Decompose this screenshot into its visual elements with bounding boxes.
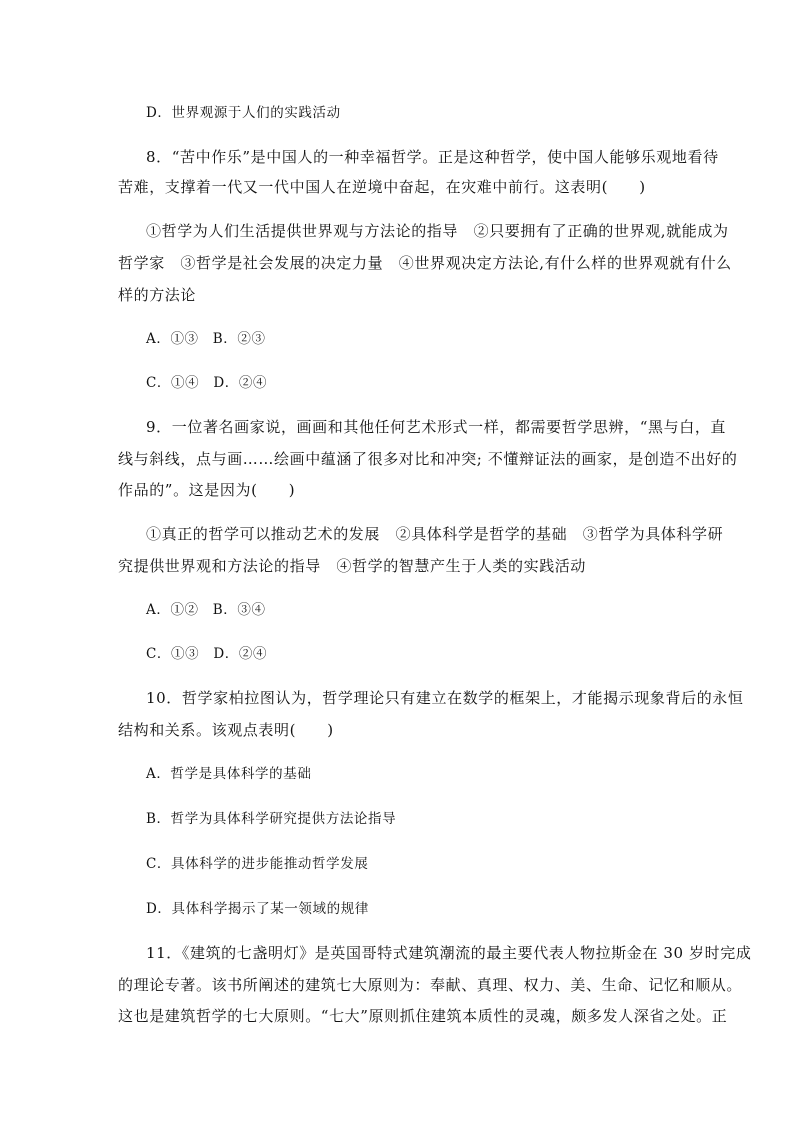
- q11-stem-line-1: 11．《建筑的七盏明灯》是英国哥特式建筑潮流的最主要代表人物拉斯金在 30 岁时完成: [146, 944, 752, 962]
- q8-options-cd: C．①④ D．②④: [146, 375, 268, 391]
- q8-statements-line-2: 哲学家 ③哲学是社会发展的决定力量 ④世界观决定方法论,有什么样的世界观就有什么: [118, 254, 732, 272]
- q9-stem-line-1: 9．一位著名画家说，画画和其他任何艺术形式一样，都需要哲学思辨，“黑与白，直: [146, 418, 727, 436]
- q10-stem-line-2: 结构和关系。该观点表明( ): [118, 721, 334, 739]
- q11-stem-line-3: 这也是建筑哲学的七大原则。“七大”原则抓住建筑本质性的灵魂，颇多发人深省之处。正: [118, 1007, 728, 1025]
- q7-option-d: D．世界观源于人们的实践活动: [146, 105, 341, 121]
- q9-options-cd: C．①③ D．②④: [146, 646, 268, 662]
- q10-option-a: A．哲学是具体科学的基础: [146, 766, 312, 782]
- q8-stem-line-2: 苦难，支撑着一代又一代中国人在逆境中奋起，在灾难中前行。这表明( ): [118, 178, 646, 196]
- q10-stem-line-1: 10．哲学家柏拉图认为，哲学理论只有建立在数学的框架上，才能揭示现象背后的永恒: [146, 689, 744, 707]
- q9-statements-line-2: 究提供世界观和方法论的指导 ④哲学的智慧产生于人类的实践活动: [118, 557, 587, 575]
- q11-stem-line-2: 的理论专著。该书所阐述的建筑七大原则为：奉献、真理、权力、美、生命、记忆和顺从。: [118, 976, 743, 994]
- q10-option-b: B．哲学为具体科学研究提供方法论指导: [146, 811, 397, 827]
- q8-statements-line-3: 样的方法论: [118, 286, 197, 304]
- q9-statements-line-1: ①真正的哲学可以推动艺术的发展 ②具体科学是哲学的基础 ③哲学为具体科学研: [146, 525, 724, 543]
- q8-statements-line-1: ①哲学为人们生活提供世界观与方法论的指导 ②只要拥有了正确的世界观,就能成为: [146, 222, 729, 240]
- q8-stem-line-1: 8．“苦中作乐”是中国人的一种幸福哲学。正是这种哲学，使中国人能够乐观地看待: [146, 148, 719, 166]
- q9-options-ab: A．①② B．③④: [146, 602, 266, 618]
- q10-option-d: D．具体科学揭示了某一领域的规律: [146, 901, 369, 917]
- q9-stem-line-2: 线与斜线，点与画……绘画中蕴涵了很多对比和冲突; 不懂辩证法的画家，是创造不出好的: [118, 450, 738, 468]
- q10-option-c: C．具体科学的进步能推动哲学发展: [146, 856, 369, 872]
- q8-options-ab: A．①③ B．②③: [146, 331, 266, 347]
- q9-stem-line-3: 作品的”。这是因为( ): [118, 481, 296, 499]
